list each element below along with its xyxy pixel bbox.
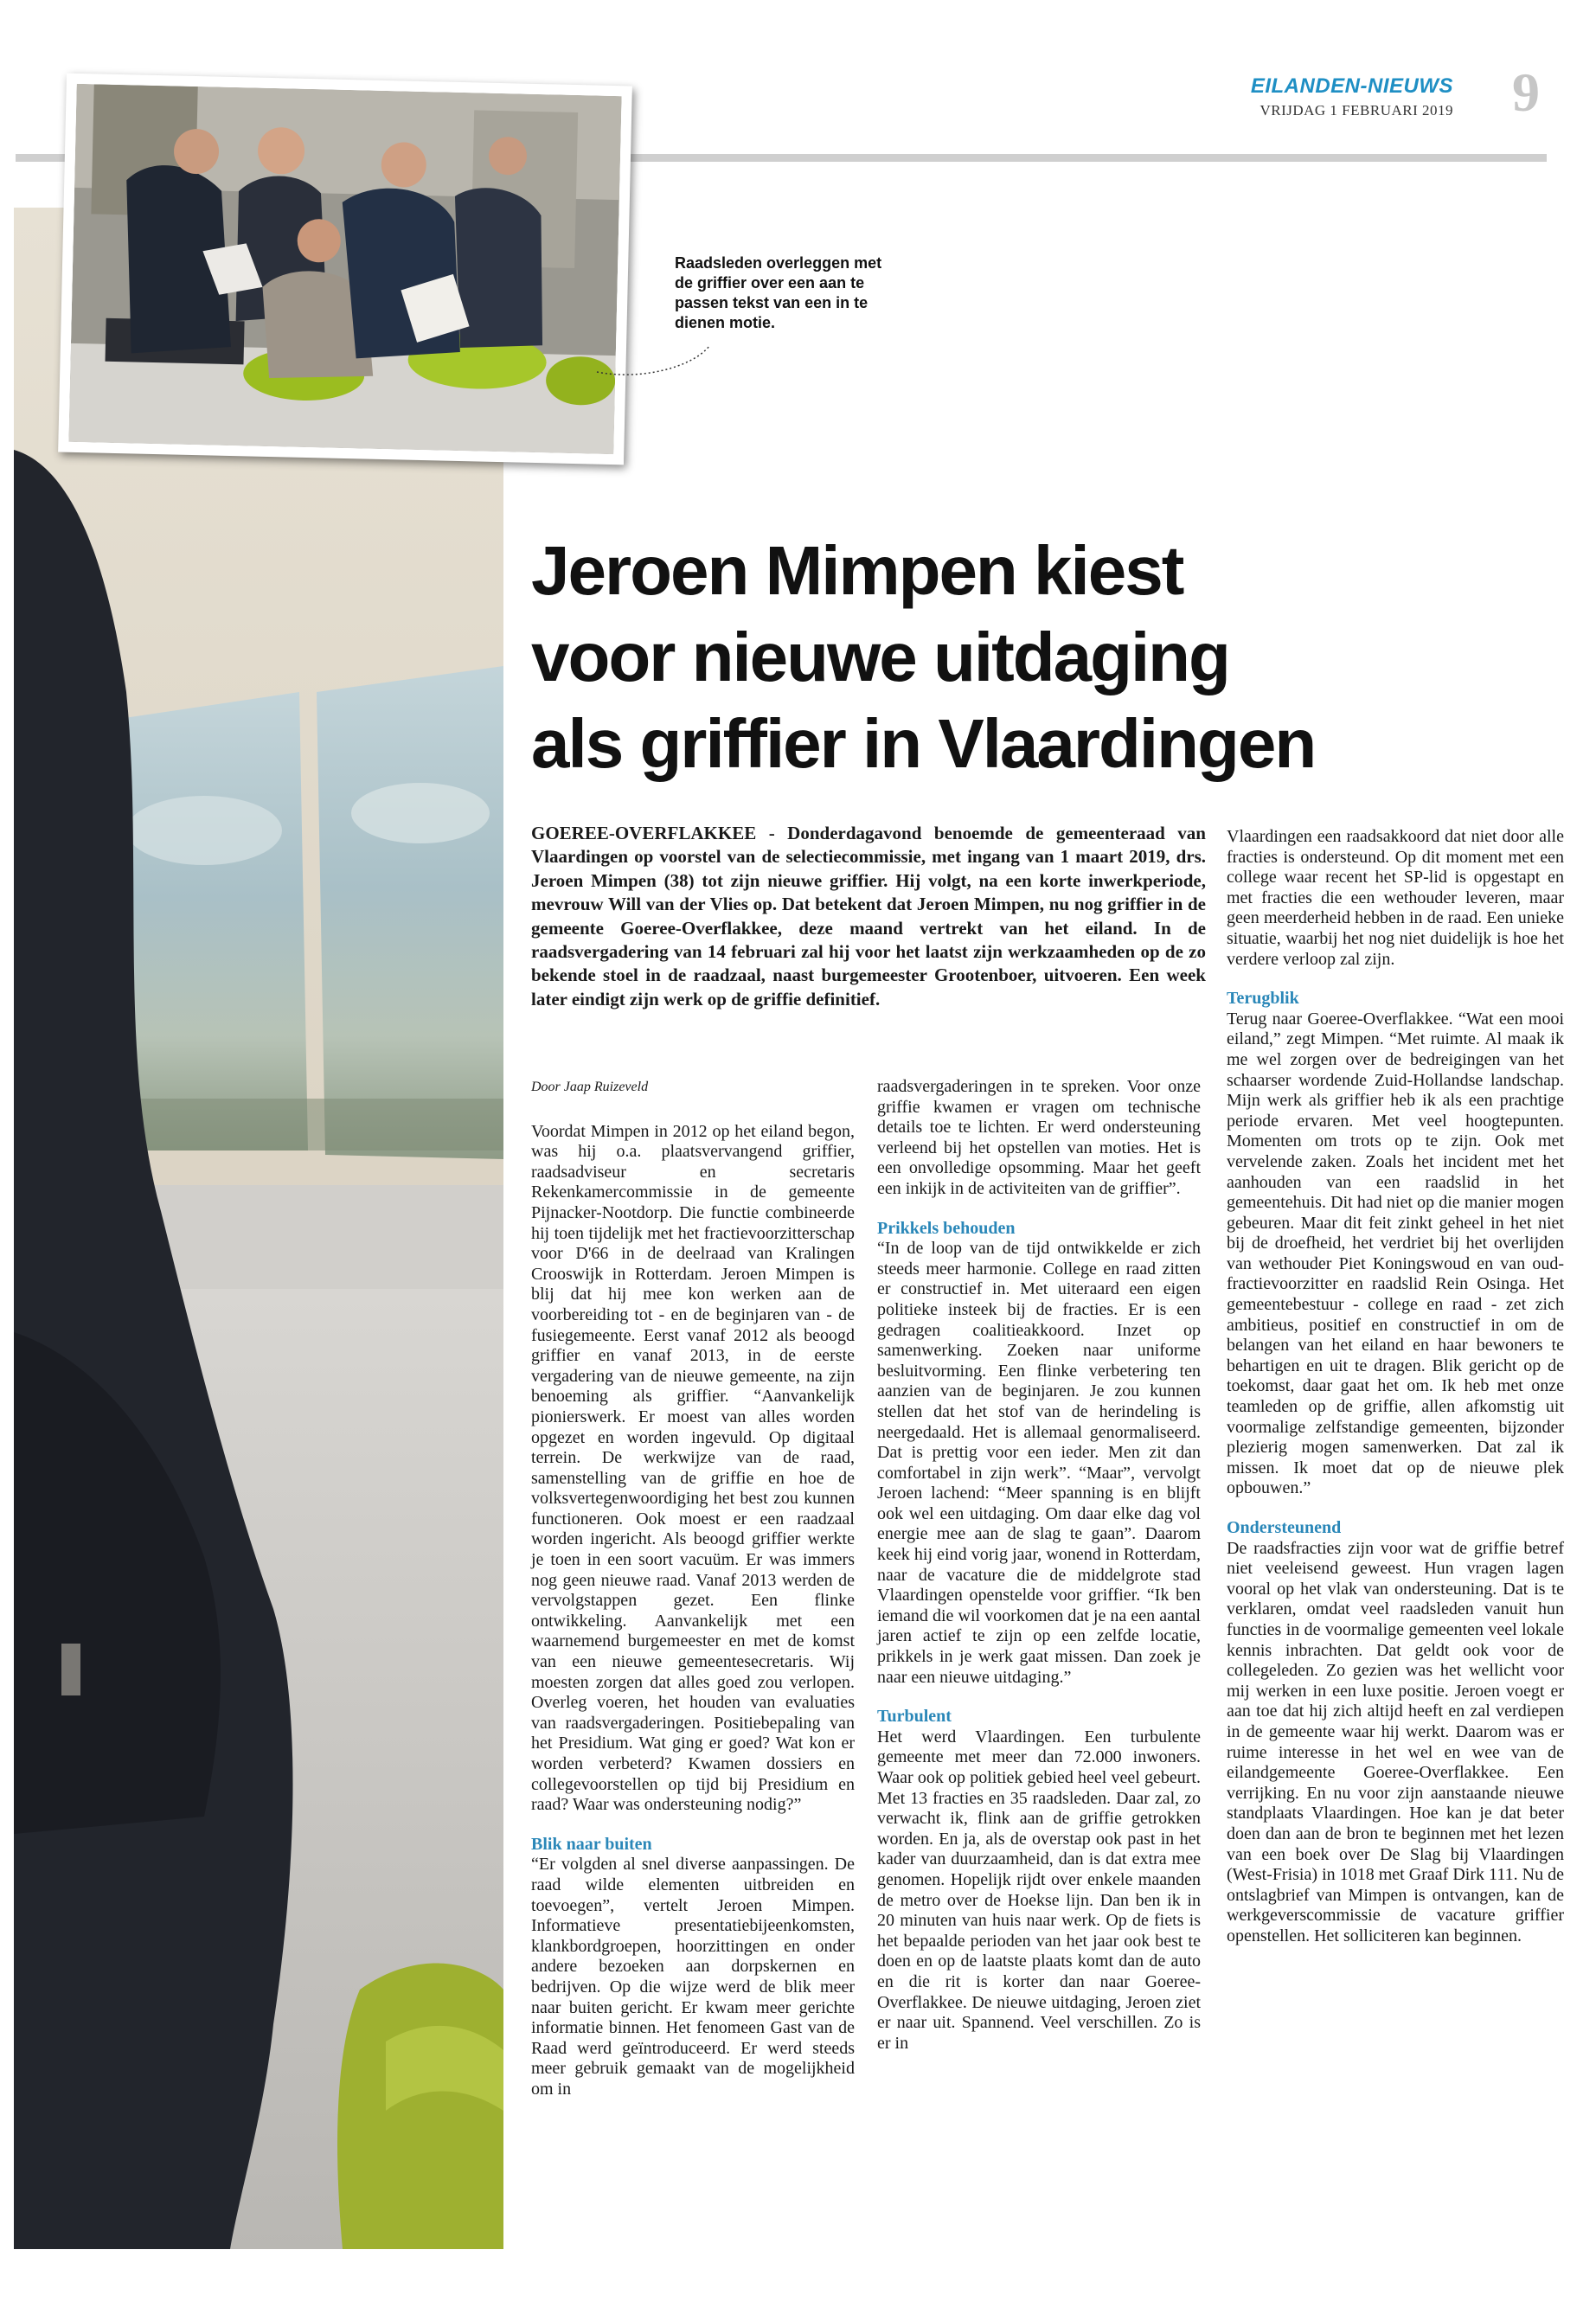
caption-pointer [562, 329, 735, 389]
paragraph: “Er volgden al snel diverse aanpassingen. De raad wilde elementen uitbreiden en toevoegen”, vertelt Jeroen Mimpen. Informatieve presentatiebijeenkomsten, klankbordgroepen, hoorzittingen en onder andere bezoeken aan dorpskernen en bedrijven. Op die wijze werd de blik meer naar buiten gericht. Er kwam meer gerichte informatie binnen. Het fenomeen Gast van de Raad werd geïntroduceerd. Er werd steeds meer gebruik gemaakt van de mogelijkheid om in [531, 1855, 855, 2099]
paragraph: Voordat Mimpen in 2012 op het eiland begon, was hij o.a. plaatsvervangend griffier, raadsadviseur en secretaris Rekenkamercommissie in de gemeente Pijnacker-Nootdorp. Die functie combineerde hij toen tijdelijk met het fractievoorzitterschap voor D'66 in de deelraad van Kralingen Crooswijk in Rotterdam. Jeroen Mimpen is blij dat hij mee kon werken aan de voorbereiding tot - en de beginjaren van - de fusiegemeente. Eerst vanaf 2012 als beoogd griffier en vanaf 2013, in de eerste vergadering van de nieuwe gemeente, na zijn benoeming als griffier. “Aanvankelijk pionierswerk. Er moest van alles worden opgezet en worden ingevuld. Op digitaal terrein. De werkwijze van de raad, samenstelling van de griffie en hoe de volksvertegenwoordiging het best zou kunnen functioneren. Ook moest er een raadzaal worden ingericht. Als beoogd griffier werkte je toen in een soort vacuüm. Er was immers nog geen nieuwe raad. Vanaf 2013 werden de vervolgstappen gezet. Een flinke ontwikkeling. Aanvankelijk met een waarnemend burgemeester en met de komst van een nieuwe gemeentesecretaris. Wij moesten zorgen dat alles goed zou verlopen. Overleg voeren, het houden van evaluaties van raadsvergaderingen. Positiebepaling van het Presidium. Wat ging er goed? Wat kon er worden verbeterd? Kwamen dossiers en collegevoorstellen op tijd bij Presidium en raad? Waar was ondersteuning nodig?” [531, 1121, 855, 1815]
portrait-photo [14, 208, 503, 2249]
newspaper-logo: EILANDEN-NIEUWS [1250, 74, 1453, 98]
subheading: Turbulent [877, 1707, 952, 1727]
byline: Door Jaap Ruizeveld [531, 1080, 649, 1094]
article-intro: GOEREE-OVERFLAKKEE - Donderdagavond benoemde de gemeenteraad van Vlaardingen op voorstel van de selectiecommissie, met ingang van 1 maart 2019, drs. Jeroen Mimpen (38) tot zijn nieuwe griffier. Hij volgt, na een korte inwerkperiode, mevrouw Will van der Vlies op. Dat betekent dat Jeroen Mimpen, nu nog griffier in de gemeente Goeree-Overflakkee, deze maand vertrekt van het eiland. In de raadsvergadering van 14 februari zal hij voor het laatst zijn werkzaamheden op de zo bekende stoel in de raadzaal, naast burgemeester Grootenboer, uitvoeren. Een week later eindigt zijn werk op de griffie definitief. [531, 823, 1206, 1009]
subheading: Ondersteunend [1227, 1518, 1342, 1537]
headline-line-2: voor nieuwe uitdaging [531, 619, 1229, 695]
page-number: 9 [1512, 61, 1540, 123]
paragraph: raadsvergaderingen in te spreken. Voor onze griffie kwamen er vragen om technische details toe te lichten. Er werd ondersteuning verleend bij het opstellen van moties. Het is een onvolledige opsomming. Maar het geeft een inkijk in de activiteiten van de griffier”. [877, 1077, 1201, 1198]
subheading: Blik naar buiten [531, 1834, 652, 1854]
paragraph: De raadsfracties zijn voor wat de griffie betref niet veeleisend geweest. Hun vragen lagen vooral op het vlak van ondersteuning. Dat is te verklaren, omdat veel raadsleden vanuit hun functies in de voormalige gemeenten veel lokale kennis inbrachten. Dat geldt ook voor de collegeleden. Zo gezien was het wellicht voor mij werken in een luxe positie. Jeroen voegt er aan toe dat hij zich altijd heeft en zal verdiepen in de gemeente waar hij werkt. Daarom was er ruime interesse in het wel en wee van de eilandgemeente Goeree-Overflakkee. Een verrijking. En nu voor zijn aanstaande nieuwe standplaats Vlaardingen. Hoe kan je dat beter doen dan aan de bron te beginnen met het lezen van een boek over De Slag bij Vlaardingen (West-Frisia) in 1018 met Graaf Dirk 111. Nu de ontslagbrief van Mimpen is ontvangen, kan de werkgeverscommissie de vacature griffier openstellen. Het solliciteren kan beginnen. [1227, 1538, 1564, 1945]
paragraph: Terug naar Goeree-Overflakkee. “Wat een mooi eiland,” zegt Mimpen. “Met ruimte. Al maak ik me wel zorgen over de bedreigingen van het schaarser wordende Zuid-Hollandse landschap. Mijn werk als griffier heb ik als een prachtige periode ervaren. Met veel hoogtepunten. Momenten om trots op te zijn. Ook met vervelende zaken. Zoals het incident met het aanhouden van een raadslid in het gemeentehuis. Dit had niet op die manier mogen gebeuren. Maar dit feit zinkt geheel in het niet bij de droefheid, het verdriet bij het overlijden van wethouder Piet Koningswoud en van oud-fractievoorzitter en raadslid Rein Osinga. Het gemeentebestuur - college en raad - zet zich ambitieus, positief en constructief in om de belangen van het eiland en haar bewoners te behartigen en uit te dragen. Blik gericht op de toekomst, daar gaat het om. Ik heb met onze teamleden op de griffie, allen afkomstig uit voormalige zelfstandige gemeenten, bijzonder plezierig mogen samenwerken. Dat zal ik missen. Ik moet dat op de nieuwe plek opbouwen.” [1227, 1009, 1564, 1498]
headline-line-1: Jeroen Mimpen kiest [531, 532, 1183, 609]
paragraph: Vlaardingen een raadsakkoord dat niet door alle fracties is ondersteund. Op dit moment met een college waar recent het SP-lid is opgestapt en met fracties die een wethouder leveren, maar geen meerderheid hebben in de raad. Een unieke situatie, waarbij het nog niet duidelijk is hoe het verdere verloop zal zijn. [1227, 827, 1564, 969]
issue-date: VRIJDAG 1 FEBRUARI 2019 [1259, 102, 1453, 119]
headline [531, 528, 1569, 787]
article-column-2 [877, 1077, 1201, 2054]
headline-line-3: als griffier in Vlaardingen [531, 705, 1316, 782]
photo-caption: Raadsleden overleggen met de griffier over een aan te passen tekst van een in te dienen motie. [675, 254, 882, 331]
inset-photo [68, 84, 621, 454]
subheading: Terugblik [1227, 989, 1299, 1009]
paragraph: “In de loop van de tijd ontwikkelde er zich steeds meer harmonie. College en raad zitten er constructief in. Met uiteraard een eigen politieke insteek bij de fracties. Er is een gedragen coalitieakkoord. Inzet op samenwerking. Zoeken naar uniforme besluitvorming. Een flinke verbetering ten aanzien van de beginjaren. Je zou kunnen stellen dat het stof van de herindeling is neergedaald. Het is allemaal genormaliseerd. Dat is prettig voor een ieder. Men zit dan comfortabel in zijn werk”. “Maar”, vervolgt Jeroen lachend: “Meer spanning is en blijft ook wel een uitdaging. Om daar elke dag vol energie mee aan de slag te gaan”. Daarom keek hij eind vorig jaar, wonend in Rotterdam, naar de vacature die de middelgrote stad Vlaardingen openstelde voor griffier. “Ik ben iemand die wil voorkomen dat je na een aantal jaren actief te zijn op een zelfde locatie, prikkels in je werk gaat missen. Dan zoek je naar een nieuwe uitdaging.” [877, 1239, 1201, 1687]
subheading: Prikkels behouden [877, 1218, 1016, 1238]
inset-photo-frame [58, 74, 632, 465]
masthead [1246, 74, 1453, 119]
article-column-3 [1227, 827, 1564, 1946]
article-column-1 [531, 1077, 855, 2100]
paragraph: Het werd Vlaardingen. Een turbulente gemeente met meer dan 72.000 inwoners. Waar ook op politiek gebied heel veel gebeurt. Met 13 fracties en 35 raadsleden. Daar zal, zo verwacht ik, flink aan de griffie getrokken worden. En ja, als de overstap ook past in het kader van duurzaamheid, dan is dat extra mee genomen. Hopelijk rijdt over enkele maanden de metro over de Hoekse lijn. Dan ben ik in 20 minuten van huis naar werk. Op de fiets is het bepaalde perioden van het jaar ook best te doen en op de laatste plaats komt dan de auto en die rit is korter dan naar Goeree-Overflakkee. De nieuwe uitdaging, Jeroen ziet er naar uit. Spannend. Veel verschillen. Zo is er in [877, 1727, 1201, 2053]
